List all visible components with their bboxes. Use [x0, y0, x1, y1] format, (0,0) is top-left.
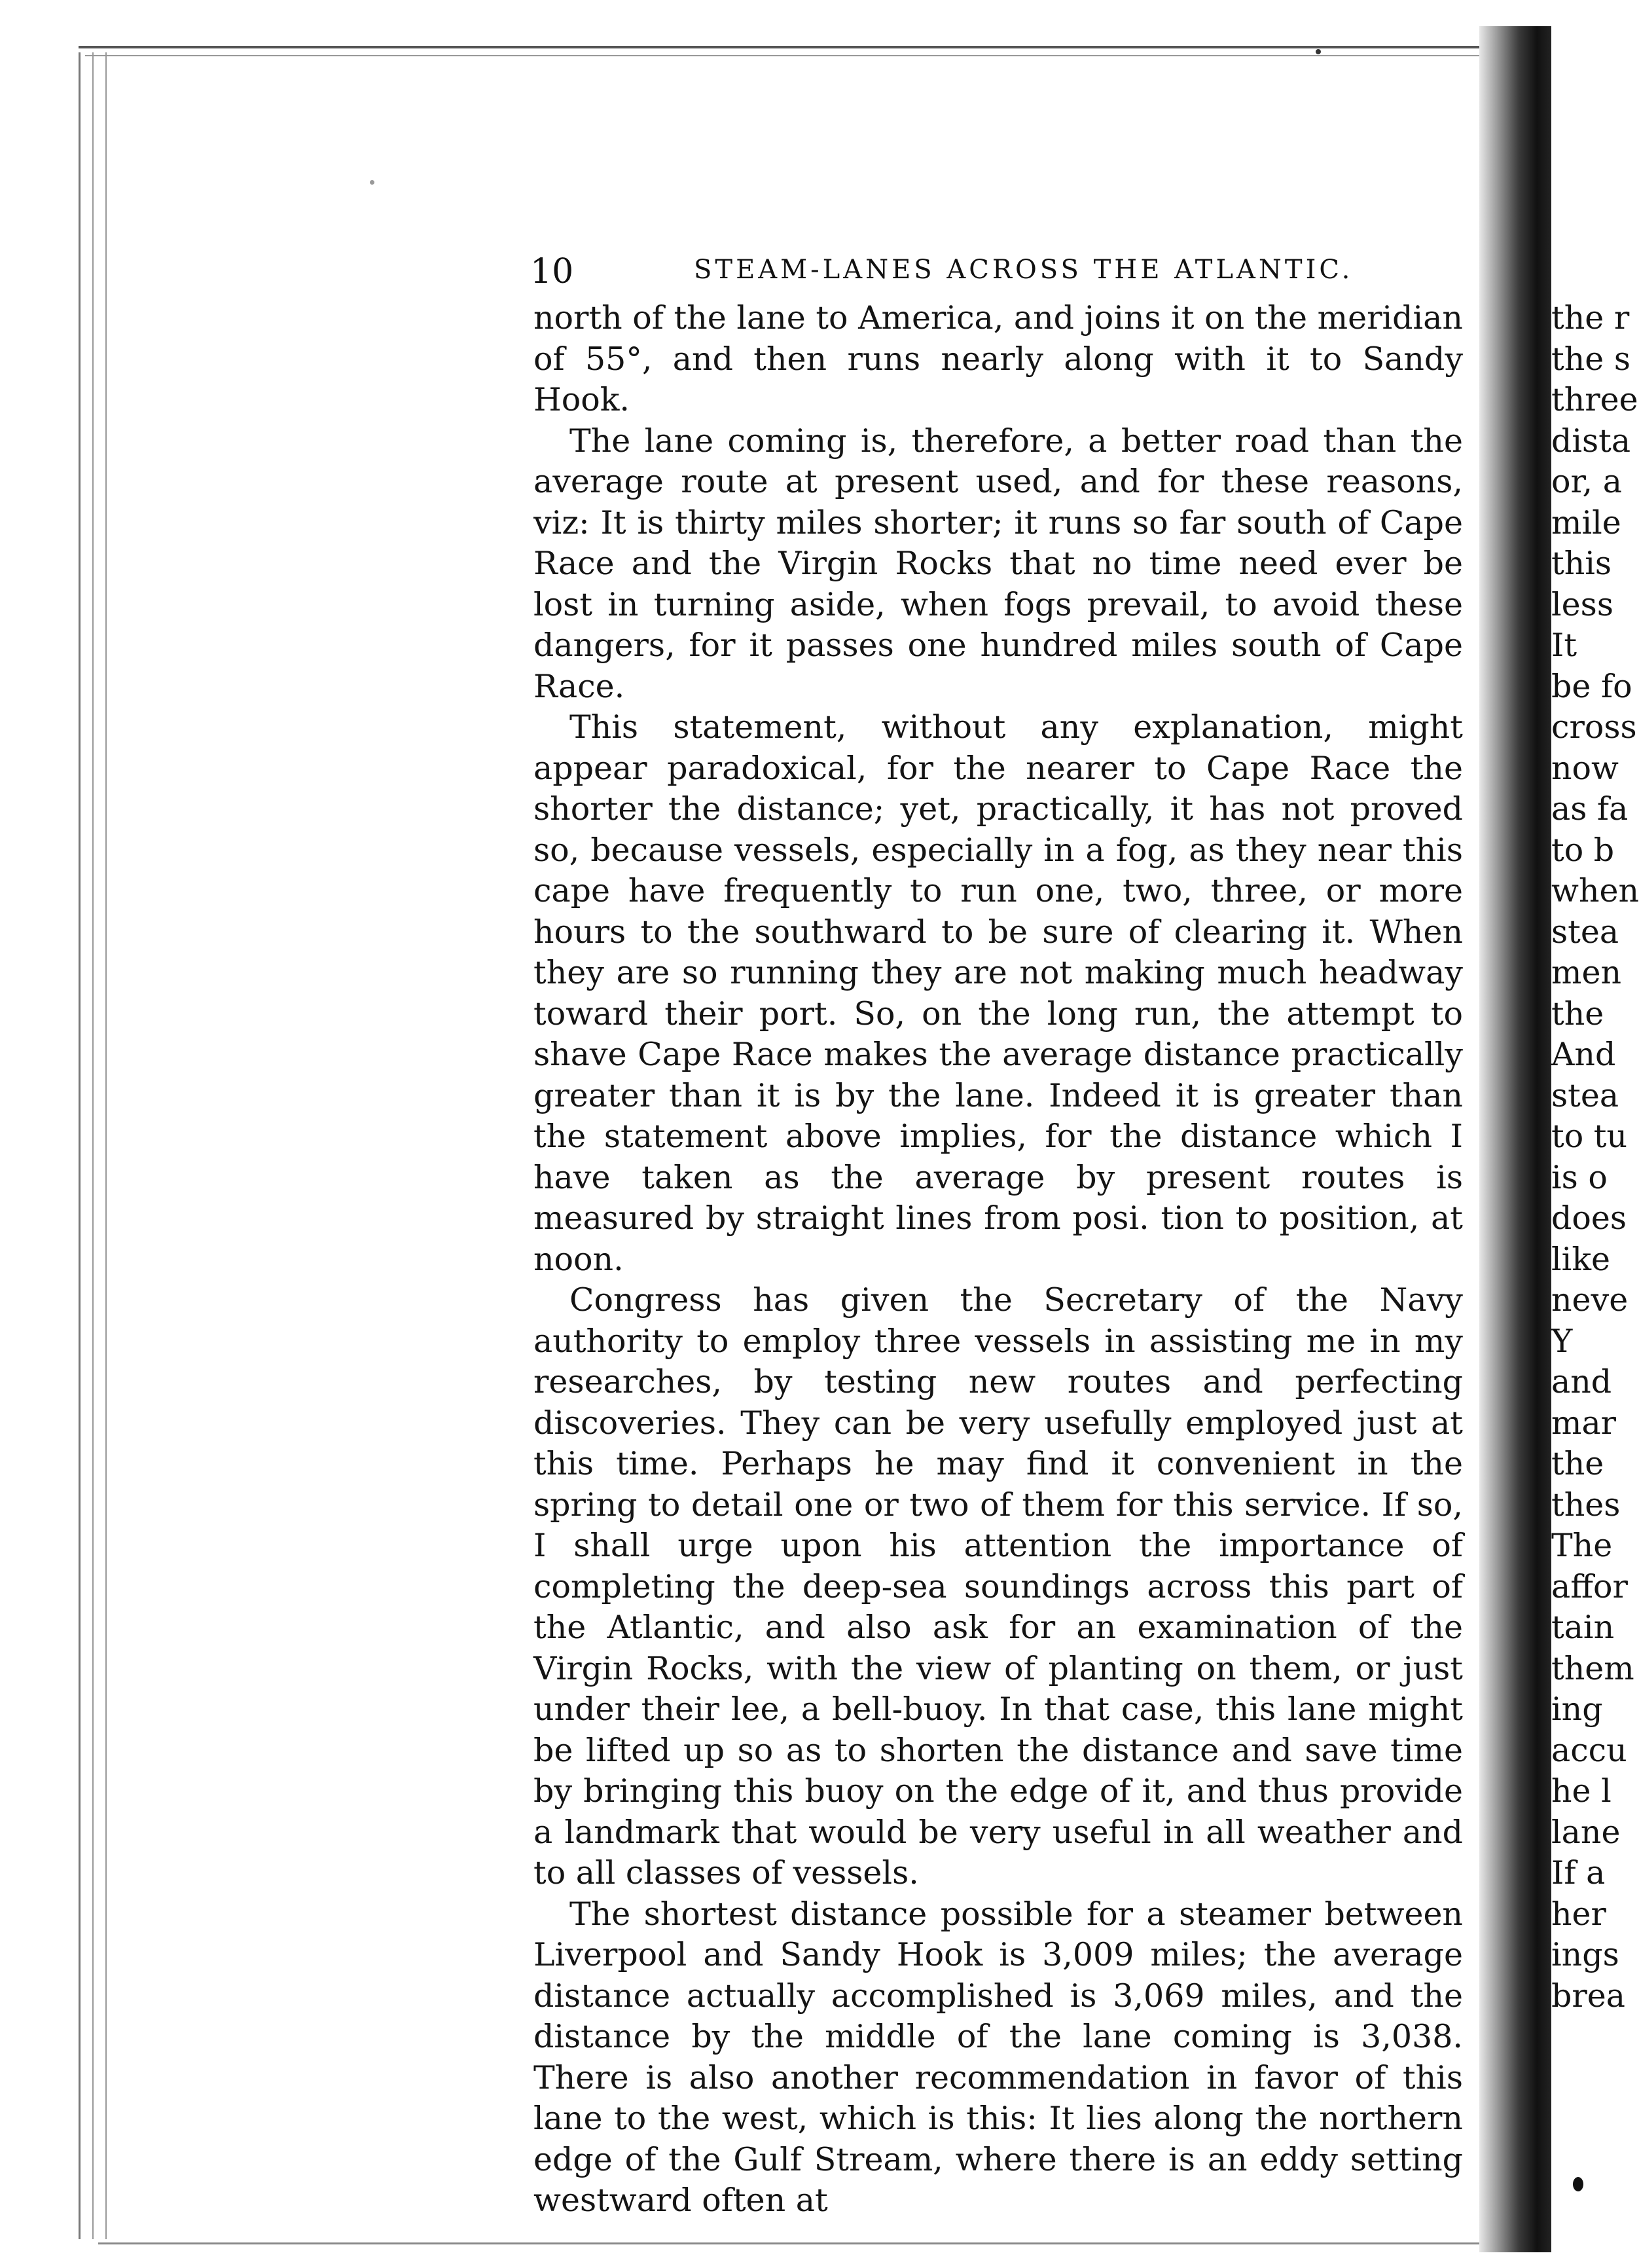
- facing-page-line: accu: [1551, 1731, 1627, 1769]
- scan-speck: [1573, 2177, 1583, 2191]
- facing-page-line: ings: [1551, 1936, 1619, 1973]
- page-top-edge: [79, 46, 1479, 48]
- page-top-edge-inner: [85, 55, 1479, 56]
- facing-page-line: Y: [1551, 1322, 1573, 1360]
- facing-page-line: now: [1551, 749, 1619, 787]
- facing-page-line: ing: [1551, 1691, 1603, 1728]
- facing-page-line: the r: [1551, 299, 1630, 337]
- facing-page-line: less: [1551, 585, 1613, 623]
- facing-page-text-fragment: [1551, 298, 1639, 2017]
- facing-page-line: to tu: [1551, 1118, 1628, 1155]
- body-text: [533, 298, 1463, 2222]
- facing-page-line: like: [1551, 1240, 1611, 1278]
- facing-page-line: And: [1551, 1036, 1616, 1073]
- facing-page-line: cross: [1551, 708, 1637, 746]
- facing-page-line: and: [1551, 1363, 1612, 1400]
- facing-page-line: this: [1551, 545, 1612, 582]
- page-left-edge-lines: [79, 52, 139, 2239]
- facing-page-line: If a: [1551, 1854, 1606, 1892]
- facing-page-line: when: [1551, 872, 1639, 909]
- facing-page-line: three: [1551, 381, 1638, 418]
- facing-page-line: brea: [1551, 1977, 1626, 2015]
- paragraph: north of the lane to America, and joins it on the meridian of 55°, and then runs nearly along with it to Sandy Hook.: [533, 299, 1463, 418]
- paragraph: The lane coming is, therefore, a better road than the average route at present used, and for these reasons, viz: It is thirty miles shorter; it runs so far south of Cape Race and the Virgin Rocks that no time need ever be lost in turning aside, when fogs prevail, to avoid these dangers, for it passes one hundred miles south of Cape Race.: [533, 422, 1463, 705]
- facing-page-line: or, a: [1551, 463, 1622, 500]
- facing-page-line: mar: [1551, 1404, 1617, 1442]
- facing-page-line: lane: [1551, 1813, 1621, 1851]
- facing-page-line: the s: [1551, 340, 1630, 378]
- paragraph: This statement, without any explanation, might appear paradoxical, for the nearer to Cape Race the shorter the distance; yet, practically, it has not proved so, because vessels, especially in a fog, as they near this cape have frequently to run one, two, three, or more hours to the southward to be sure of clearing it. When they are so running they are not making much headway toward their port. So, on the long run, the attempt to shave Cape Race makes the average distance practically greater than it is by the lane. Indeed it is greater than the statement above implies, for the distance which I have taken as the average by present routes is measured by straight lines from posi. tion to position, at noon.: [533, 708, 1463, 1278]
- facing-page-line: It: [1551, 627, 1577, 664]
- paragraph: The shortest distance possible for a steamer between Liverpool and Sandy Hook is 3,009 miles; the average distance actually accomplished is 3,069 miles, and the distance by the middle of the lane coming is 3,038. There is also another recommendation in favor of this lane to the west, which is this: It lies along the northern edge of the Gulf Stream, where there is an eddy setting westward often at: [533, 1895, 1463, 2219]
- facing-page-line: be fo: [1551, 667, 1632, 705]
- facing-page-line: her: [1551, 1895, 1606, 1933]
- page-number: 10: [530, 252, 574, 291]
- page-bottom-edge: [98, 2242, 1479, 2244]
- facing-page-line: the: [1551, 995, 1604, 1033]
- facing-page-line: thes: [1551, 1486, 1621, 1524]
- facing-page-line: is o: [1551, 1158, 1608, 1196]
- facing-page-line: stea: [1551, 1076, 1619, 1114]
- facing-page-line: to b: [1551, 831, 1615, 869]
- facing-page-line: The: [1551, 1527, 1613, 1564]
- facing-page-line: does: [1551, 1199, 1627, 1237]
- paragraph: Congress has given the Secretary of the Navy authority to employ three vessels in assisting me in my researches, by testing new routes and perfecting discoveries. They can be very usefully employed just at this time. Perhaps he may find it convenient in the spring to detail one or two of them for this service. If so, I shall urge upon his attention the importance of completing the deep-sea soundings across this part of the Atlantic, and also ask for an examination of the Virgin Rocks, with the view of planting on them, or just under their lee, a bell-buoy. In that case, this lane might be lifted up so as to shorten the distance and save time by bringing this buoy on the edge of it, and thus provide a landmark that would be very useful in all weather and to all classes of vessels.: [533, 1281, 1463, 1892]
- facing-page-line: men: [1551, 954, 1622, 991]
- facing-page-line: neve: [1551, 1281, 1629, 1319]
- facing-page-line: tain: [1551, 1609, 1615, 1646]
- scan-speck: [370, 180, 374, 185]
- facing-page-line: them: [1551, 1649, 1634, 1687]
- facing-page-line: mile: [1551, 503, 1621, 541]
- running-head: [530, 252, 1499, 291]
- facing-page-line: he l: [1551, 1772, 1612, 1810]
- facing-page-line: stea: [1551, 913, 1619, 951]
- facing-page-line: as fa: [1551, 790, 1629, 828]
- scan-speck: [1316, 49, 1321, 54]
- facing-page-line: affor: [1551, 1567, 1628, 1605]
- facing-page-line: the: [1551, 1445, 1604, 1482]
- facing-page-line: dista: [1551, 422, 1631, 460]
- book-gutter-shadow: [1479, 26, 1551, 2252]
- running-title: STEAM-LANES ACROSS THE ATLANTIC.: [694, 255, 1354, 285]
